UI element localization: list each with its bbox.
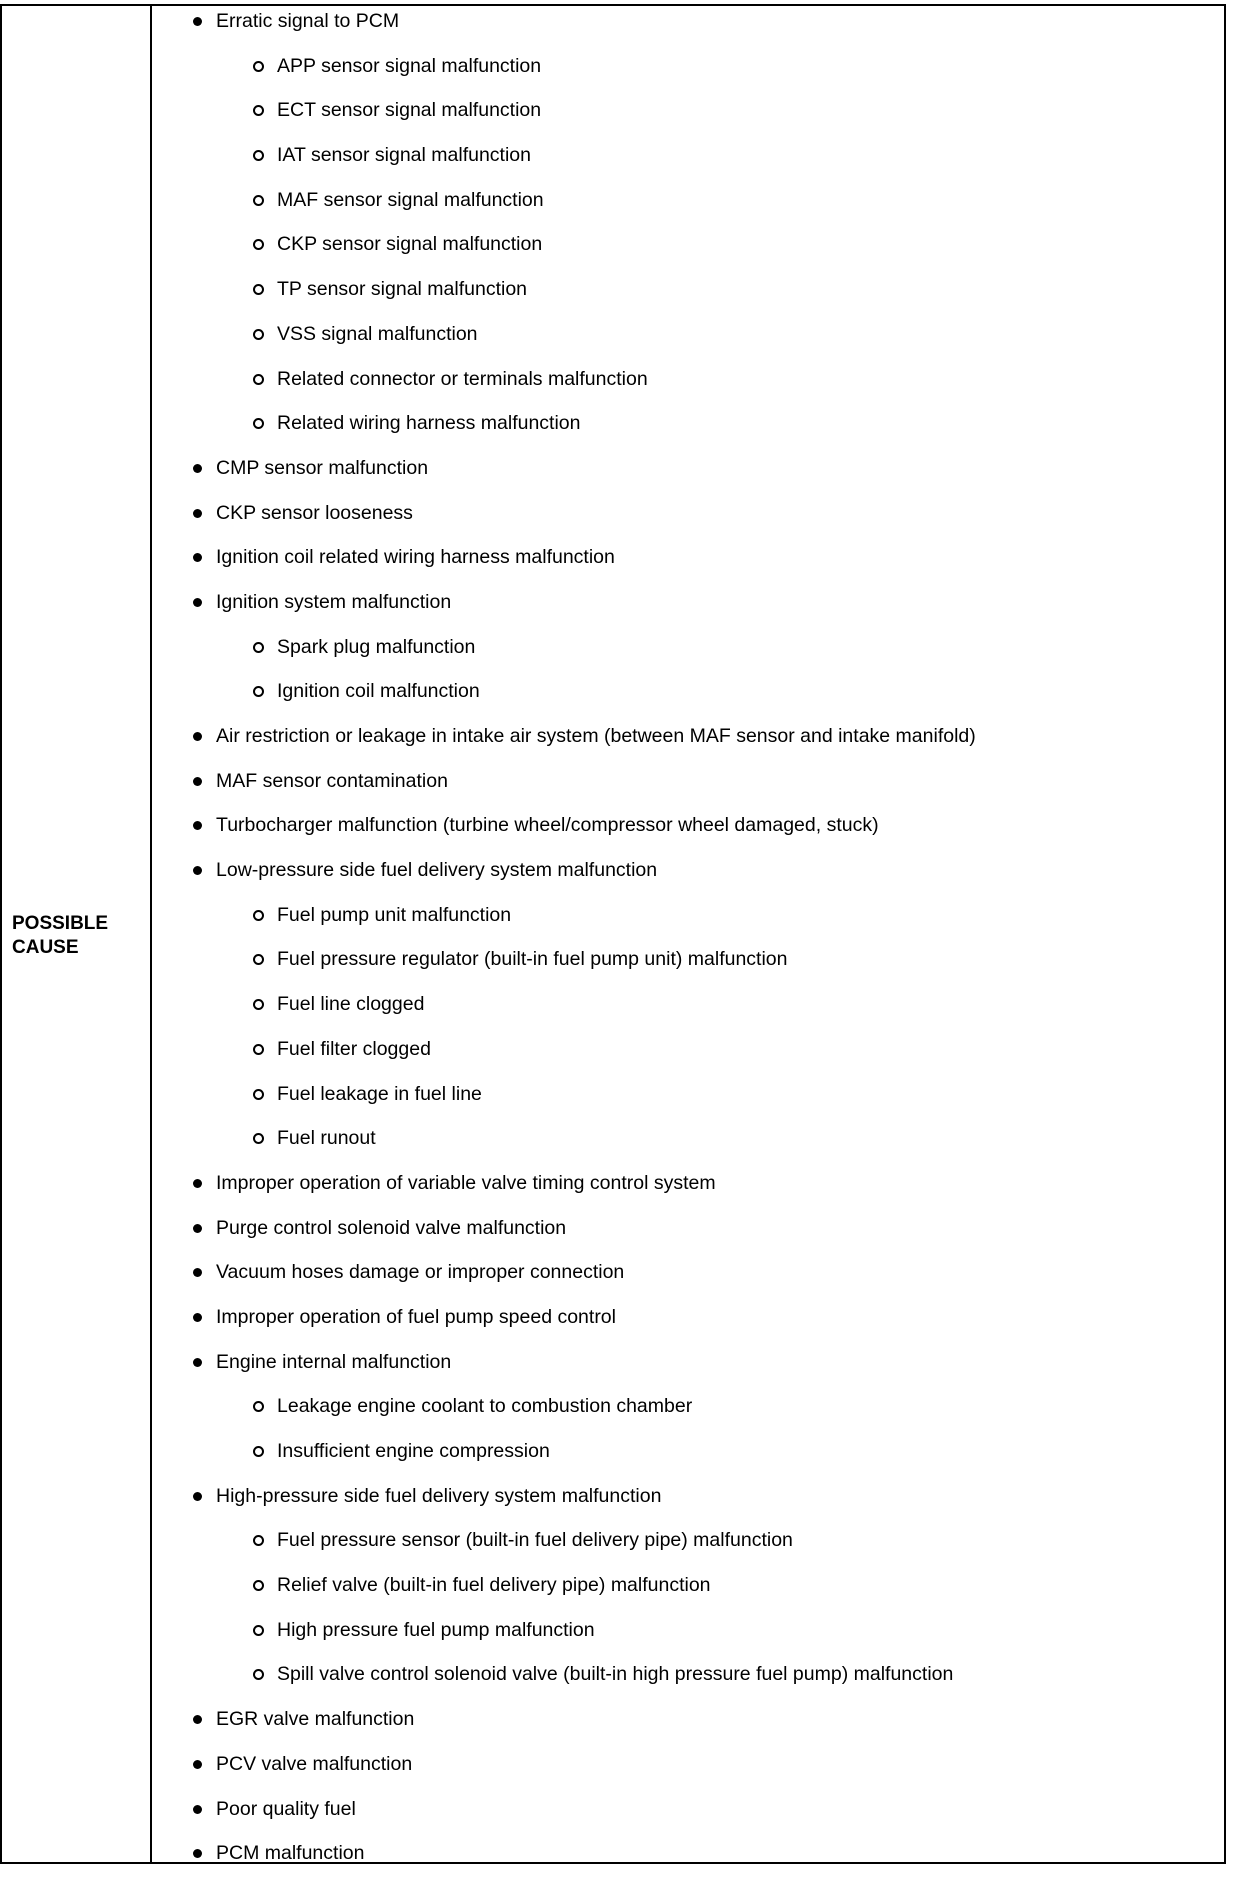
cause-text: Relief valve (built-in fuel delivery pipe) malfunction <box>277 1574 711 1597</box>
sub-cause-item <box>152 229 1224 274</box>
hollow-bullet-icon <box>253 239 264 250</box>
possible-cause-table <box>0 4 1226 1864</box>
cause-text: Low-pressure side fuel delivery system malfunction <box>216 859 658 882</box>
hollow-bullet-icon <box>253 1580 264 1591</box>
hollow-bullet-icon <box>253 1401 264 1412</box>
cause-text: Related wiring harness malfunction <box>277 412 581 435</box>
filled-bullet-icon <box>193 1224 202 1233</box>
hollow-bullet-icon <box>253 1669 264 1680</box>
hollow-bullet-icon <box>253 374 264 385</box>
hollow-bullet-icon <box>253 642 264 653</box>
cause-item <box>152 6 1224 51</box>
cause-text: Ignition coil malfunction <box>277 680 480 703</box>
filled-bullet-icon <box>193 17 202 26</box>
cause-text: PCM malfunction <box>216 1842 365 1865</box>
sub-cause-item <box>152 95 1224 140</box>
cause-text: CKP sensor signal malfunction <box>277 233 543 256</box>
filled-bullet-icon <box>193 732 202 741</box>
sub-cause-item <box>152 364 1224 409</box>
cause-text: Improper operation of variable valve timing control system <box>216 1171 716 1194</box>
hollow-bullet-icon <box>253 329 264 340</box>
cause-item <box>152 855 1224 900</box>
sub-cause-item <box>152 1659 1224 1704</box>
hollow-bullet-icon <box>253 284 264 295</box>
cause-text: Spark plug malfunction <box>277 635 476 658</box>
hollow-bullet-icon <box>253 195 264 206</box>
filled-bullet-icon <box>193 821 202 830</box>
cause-text: MAF sensor signal malfunction <box>277 188 544 211</box>
sub-cause-item <box>152 185 1224 230</box>
sub-cause-item <box>152 1034 1224 1079</box>
sub-cause-item <box>152 319 1224 364</box>
hollow-bullet-icon <box>253 105 264 116</box>
cause-text: Air restriction or leakage in intake air system (between MAF sensor and intake manifold) <box>216 725 976 747</box>
filled-bullet-icon <box>193 866 202 875</box>
filled-bullet-icon <box>193 509 202 518</box>
sub-cause-item <box>152 989 1224 1034</box>
cause-text: Ignition coil related wiring harness malfunction <box>216 546 615 569</box>
hollow-bullet-icon <box>253 1625 264 1636</box>
hollow-bullet-icon <box>253 1089 264 1100</box>
filled-bullet-icon <box>193 1805 202 1814</box>
hollow-bullet-icon <box>253 418 264 429</box>
cause-text: VSS signal malfunction <box>277 322 478 345</box>
cause-text: Turbocharger malfunction (turbine wheel/compressor wheel damaged, stuck) <box>216 814 879 837</box>
cause-item <box>152 721 1224 766</box>
cause-item <box>152 766 1224 811</box>
cause-text: Fuel runout <box>277 1127 376 1150</box>
cause-item <box>152 1704 1224 1749</box>
causes-list <box>152 6 1224 1883</box>
label-line-2: CAUSE <box>12 937 79 958</box>
cause-text: Fuel filter clogged <box>277 1037 431 1060</box>
sub-cause-item <box>152 1079 1224 1124</box>
sub-cause-item <box>152 1615 1224 1660</box>
cause-text: Fuel pump unit malfunction <box>277 903 512 926</box>
sub-cause-item <box>152 632 1224 677</box>
filled-bullet-icon <box>193 464 202 473</box>
cause-text: Improper operation of fuel pump speed control <box>216 1305 616 1328</box>
filled-bullet-icon <box>193 1179 202 1188</box>
sub-cause-item <box>152 900 1224 945</box>
hollow-bullet-icon <box>253 686 264 697</box>
cause-item <box>152 1257 1224 1302</box>
cause-text: APP sensor signal malfunction <box>277 54 542 77</box>
cause-text: Leakage engine coolant to combustion chamber <box>277 1395 693 1418</box>
filled-bullet-icon <box>193 553 202 562</box>
sub-cause-item <box>152 1570 1224 1615</box>
hollow-bullet-icon <box>253 954 264 965</box>
cause-item <box>152 1347 1224 1392</box>
hollow-bullet-icon <box>253 61 264 72</box>
possible-cause-label <box>12 912 147 960</box>
cause-text: ECT sensor signal malfunction <box>277 99 542 122</box>
cause-item <box>152 1168 1224 1213</box>
cause-text: Insufficient engine compression <box>277 1440 550 1462</box>
cause-text: High pressure fuel pump malfunction <box>277 1618 595 1641</box>
cause-item <box>152 587 1224 632</box>
cause-text: Fuel pressure sensor (built-in fuel delivery pipe) malfunction <box>277 1529 793 1552</box>
cause-item <box>152 542 1224 587</box>
hollow-bullet-icon <box>253 999 264 1010</box>
sub-cause-item <box>152 676 1224 721</box>
cause-text: Related connector or terminals malfunction <box>277 367 648 390</box>
filled-bullet-icon <box>193 1849 202 1858</box>
sub-cause-item <box>152 1525 1224 1570</box>
hollow-bullet-icon <box>253 1044 264 1055</box>
cause-text: TP sensor signal malfunction <box>277 278 528 301</box>
hollow-bullet-icon <box>253 1535 264 1546</box>
cause-item <box>152 1794 1224 1839</box>
cause-text: Vacuum hoses damage or improper connection <box>216 1261 625 1284</box>
hollow-bullet-icon <box>253 1133 264 1144</box>
hollow-bullet-icon <box>253 150 264 161</box>
sub-cause-item <box>152 1436 1224 1481</box>
cause-item <box>152 1213 1224 1258</box>
filled-bullet-icon <box>193 1760 202 1769</box>
cause-item <box>152 1838 1224 1883</box>
cause-text: Engine internal malfunction <box>216 1350 452 1373</box>
filled-bullet-icon <box>193 1313 202 1322</box>
filled-bullet-icon <box>193 777 202 786</box>
cause-text: MAF sensor contamination <box>216 769 448 792</box>
cause-text: Erratic signal to PCM <box>216 10 400 32</box>
sub-cause-item <box>152 944 1224 989</box>
cause-item <box>152 498 1224 543</box>
hollow-bullet-icon <box>253 910 264 921</box>
sub-cause-item <box>152 1123 1224 1168</box>
sub-cause-item <box>152 140 1224 185</box>
sub-cause-item <box>152 408 1224 453</box>
sub-cause-item <box>152 274 1224 319</box>
filled-bullet-icon <box>193 1268 202 1277</box>
cause-text: Fuel line clogged <box>277 993 425 1016</box>
cause-text: Ignition system malfunction <box>216 590 452 613</box>
hollow-bullet-icon <box>253 1446 264 1457</box>
cause-text: High-pressure side fuel delivery system malfunction <box>216 1484 662 1507</box>
cause-item <box>152 453 1224 498</box>
cause-item <box>152 1749 1224 1794</box>
label-cell <box>2 6 152 1862</box>
label-line-1: POSSIBLE <box>12 913 109 934</box>
sub-cause-item <box>152 1391 1224 1436</box>
cause-text: EGR valve malfunction <box>216 1708 415 1731</box>
sub-cause-item <box>152 51 1224 96</box>
cause-text: CKP sensor looseness <box>216 501 413 524</box>
cause-text: PCV valve malfunction <box>216 1752 413 1775</box>
cause-item <box>152 1302 1224 1347</box>
filled-bullet-icon <box>193 1492 202 1501</box>
cause-text: Purge control solenoid valve malfunction <box>216 1216 567 1239</box>
filled-bullet-icon <box>193 598 202 607</box>
cause-text: Poor quality fuel <box>216 1797 356 1820</box>
cause-item <box>152 810 1224 855</box>
cause-item <box>152 1481 1224 1526</box>
cause-text: CMP sensor malfunction <box>216 456 429 479</box>
filled-bullet-icon <box>193 1358 202 1367</box>
filled-bullet-icon <box>193 1715 202 1724</box>
cause-text: Fuel leakage in fuel line <box>277 1082 482 1105</box>
cause-text: Spill valve control solenoid valve (built-in high pressure fuel pump) malfunction <box>277 1663 954 1686</box>
content-cell <box>152 6 1224 1865</box>
cause-text: IAT sensor signal malfunction <box>277 144 531 167</box>
cause-text: Fuel pressure regulator (built-in fuel pump unit) malfunction <box>277 948 788 971</box>
